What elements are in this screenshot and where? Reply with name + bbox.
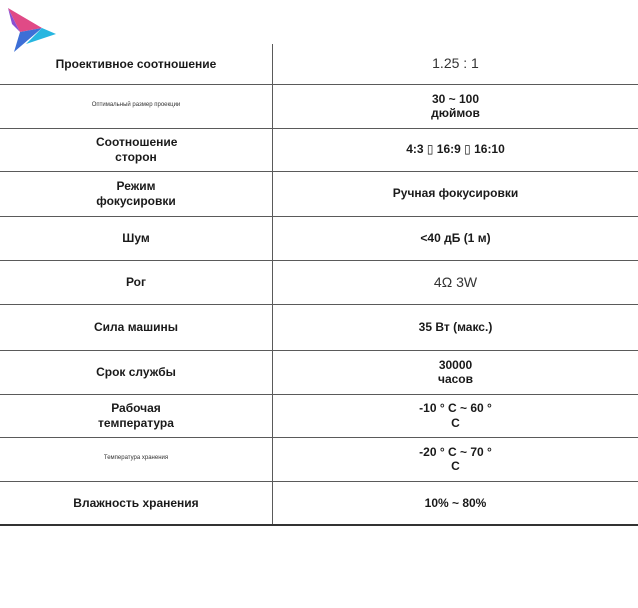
row-value-operating-temp: -10 ° C ~ 60 ° C: [273, 394, 638, 437]
table-row: [0, 171, 638, 216]
table-row: [0, 350, 638, 394]
row-value-focus-mode: Ручная фокусировки: [273, 171, 638, 216]
row-label-operating-temp: Рабочая температура: [0, 394, 273, 437]
spec-table: [0, 44, 638, 526]
row-label-aspect-ratio: Соотношение сторон: [0, 128, 273, 171]
row-label-power: Сила машины: [0, 304, 273, 350]
row-value-aspect-ratio: 4:3 ▯ 16:9 ▯ 16:10: [273, 128, 638, 171]
row-value-projection-ratio: 1.25 : 1: [273, 44, 638, 84]
row-label-storage-humidity: Влажность хранения: [0, 481, 273, 525]
row-value-noise: <40 дБ (1 м): [273, 216, 638, 260]
row-value-speaker: 4Ω 3W: [273, 260, 638, 304]
table-row: [0, 84, 638, 128]
row-label-noise: Шум: [0, 216, 273, 260]
table-row: [0, 481, 638, 525]
row-label-lifetime: Срок службы: [0, 350, 273, 394]
row-value-lifetime: 30000 часов: [273, 350, 638, 394]
table-row: [0, 437, 638, 481]
row-value-storage-humidity: 10% ~ 80%: [273, 481, 638, 525]
table-row: [0, 128, 638, 171]
row-value-projection-size: 30 ~ 100 дюймов: [273, 84, 638, 128]
row-value-storage-temp: -20 ° C ~ 70 ° C: [273, 437, 638, 481]
table-row: [0, 394, 638, 437]
row-label-focus-mode: Режим фокусировки: [0, 171, 273, 216]
row-label-projection-ratio: Проективное соотношение: [0, 44, 273, 84]
table-row: [0, 260, 638, 304]
row-label-speaker: Рог: [0, 260, 273, 304]
row-value-power: 35 Вт (макс.): [273, 304, 638, 350]
table-row: [0, 216, 638, 260]
table-row: [0, 304, 638, 350]
row-label-projection-size: Оптимальный размер проекции: [0, 84, 273, 128]
row-label-storage-temp: Температура хранения: [0, 437, 273, 481]
table-row: [0, 44, 638, 84]
